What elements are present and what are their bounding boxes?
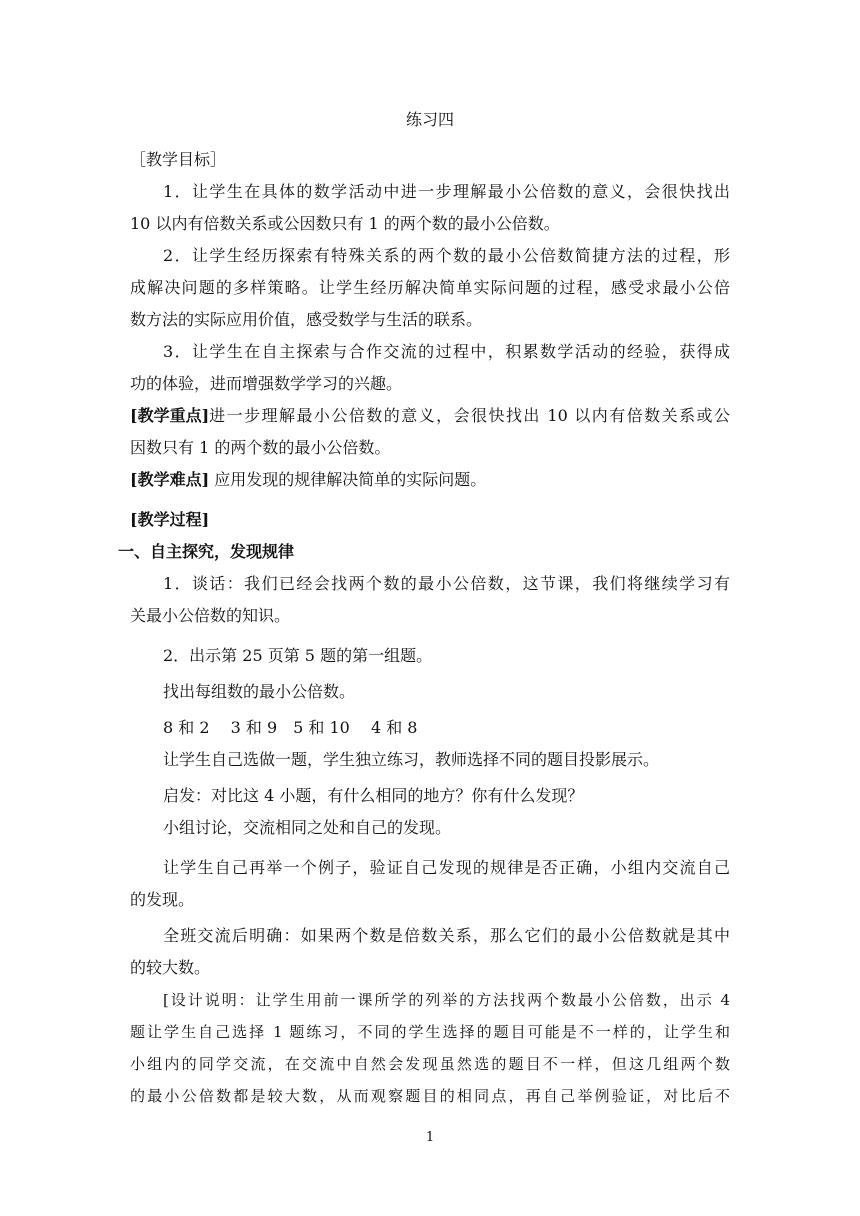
process-p1-line-1: 1．谈话：我们已经会找两个数的最小公倍数，这节课，我们将继续学习有 <box>163 574 730 593</box>
difficulty-line <box>130 470 486 490</box>
difficulty-label: [教学难点] <box>130 470 210 489</box>
key-points-line-1 <box>130 406 730 426</box>
objectives-heading: ［教学目标］ <box>130 150 227 169</box>
process-p6: 启发：对比这 4 小题，有什么相同的地方？你有什么发现？ <box>163 786 584 805</box>
design-note-line-4: 的最小公倍数都是较大数，从而观察题目的相同点，再自己举例验证，对比后不 <box>130 1087 730 1105</box>
page-number: 1 <box>425 1130 435 1145</box>
process-heading: [教学过程] <box>130 510 210 529</box>
objective-2-line-1: 2．让学生经历探索有特殊关系的两个数的最小公倍数简捷方法的过程，形 <box>163 246 730 265</box>
section-1-heading: 一、自主探究，发现规律 <box>118 542 295 561</box>
process-p7: 小组讨论，交流相同之处和自己的发现。 <box>163 818 452 837</box>
process-p2: 2．出示第 25 页第 5 题的第一组题。 <box>163 646 433 665</box>
process-p5: 让学生自己选做一题，学生独立练习，教师选择不同的题目投影展示。 <box>163 750 660 769</box>
objective-1-line-1: 1．让学生在具体的数学活动中进一步理解最小公倍数的意义，会很快找出 <box>163 182 730 201</box>
key-points-text: 进一步理解最小公倍数的意义，会很快找出 10 以内有倍数关系或公 <box>209 406 730 425</box>
difficulty-text: 应用发现的规律解决简单的实际问题。 <box>209 470 487 489</box>
objective-3-line-2: 功的体验，进而增强数学学习的兴趣。 <box>130 374 403 393</box>
objective-2-line-2: 成解决问题的多样策略。让学生经历解决简单实际问题的过程，感受求最小公倍 <box>130 278 730 297</box>
key-points-label: [教学重点] <box>130 406 210 425</box>
key-points-line-2: 因数只有 1 的两个数的最小公倍数。 <box>130 438 391 457</box>
process-p8-line-1: 让学生自己再举一个例子，验证自己发现的规律是否正确，小组内交流自己 <box>163 858 730 877</box>
process-p8-line-2: 的发现。 <box>130 890 195 909</box>
process-p3: 找出每组数的最小公倍数。 <box>163 682 356 701</box>
process-p9-line-1: 全班交流后明确：如果两个数是倍数关系，那么它们的最小公倍数就是其中 <box>163 926 730 945</box>
objective-1-line-2: 10 以内有倍数关系或公因数只有 1 的两个数的最小公倍数。 <box>130 214 560 233</box>
process-p9-line-2: 的较大数。 <box>130 958 211 977</box>
design-note-line-1: [设计说明：让学生用前一课所学的列举的方法找两个数最小公倍数，出示 4 <box>163 991 730 1009</box>
design-note-line-3: 小组内的同学交流，在交流中自然会发现虽然选的题目不一样，但这几组两个数 <box>130 1055 730 1073</box>
number-groups: 8 和 2 3 和 9 5 和 10 4 和 8 <box>163 718 418 737</box>
design-note-line-2: 题让学生自己选择 1 题练习，不同的学生选择的题目可能是不一样的，让学生和 <box>130 1023 730 1041</box>
objective-2-line-3: 数方法的实际应用价值，感受数学与生活的联系。 <box>130 310 483 329</box>
objective-3-line-1: 3．让学生在自主探索与合作交流的过程中，积累数学活动的经验，获得成 <box>163 342 730 361</box>
process-p1-line-2: 关最小公倍数的知识。 <box>130 606 291 625</box>
page-title: 练习四 <box>405 110 454 129</box>
